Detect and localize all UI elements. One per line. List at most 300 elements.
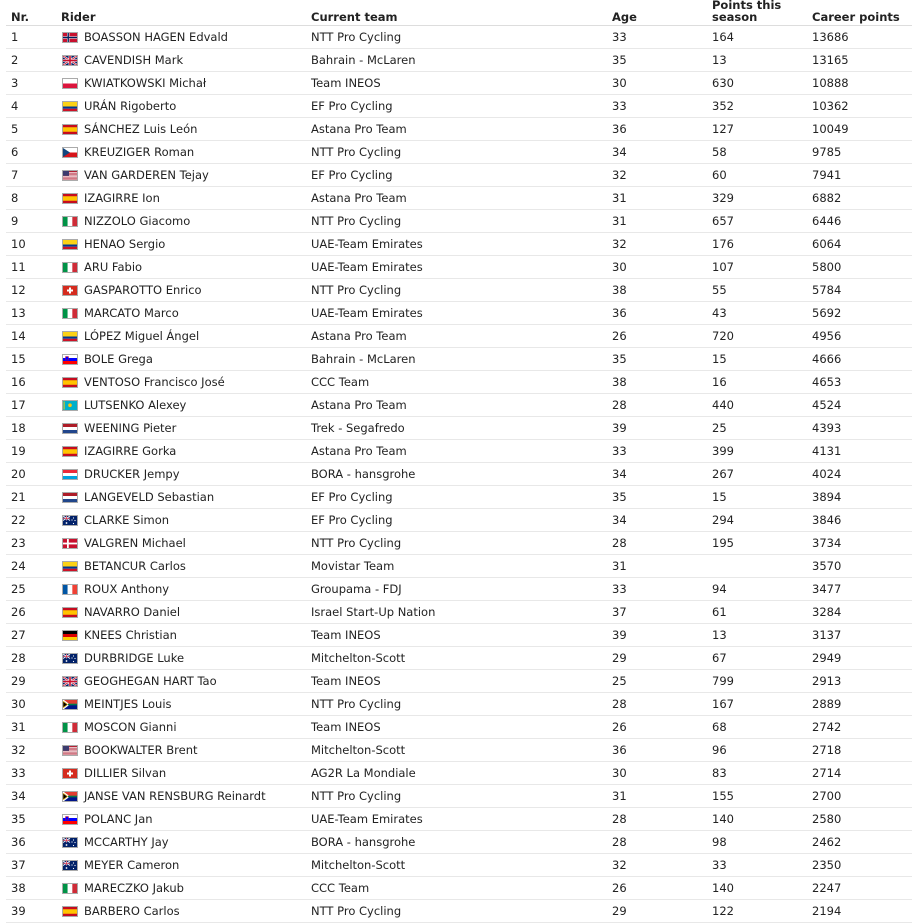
season-points: 96	[712, 743, 727, 757]
career-points: 5800	[812, 260, 842, 274]
flag-great-britain-icon	[62, 676, 78, 687]
career-points: 2580	[812, 812, 842, 826]
flag-luxembourg-icon	[62, 469, 78, 480]
flag-kazakhstan-icon	[62, 400, 78, 411]
team-name-link[interactable]: NTT Pro Cycling	[311, 30, 402, 44]
flag-italy-icon	[62, 216, 78, 227]
rider-age: 32	[612, 168, 627, 182]
table-row	[6, 900, 912, 923]
rider-name-link[interactable]: ARU Fabio	[84, 260, 143, 274]
rider-age: 34	[612, 145, 627, 159]
rider-name-link[interactable]: CAVENDISH Mark	[84, 53, 184, 67]
table-row	[6, 348, 912, 371]
rider-name-link[interactable]: NAVARRO Daniel	[84, 605, 181, 619]
team-name-link[interactable]: NTT Pro Cycling	[311, 789, 402, 803]
table-row	[6, 739, 912, 762]
rider-age: 34	[612, 467, 627, 481]
rider-age: 26	[612, 720, 627, 734]
team-name-link[interactable]: Trek - Segafredo	[311, 421, 405, 435]
rank-number: 22	[11, 513, 26, 527]
rider-name-link[interactable]: URÁN Rigoberto	[84, 99, 177, 113]
season-points: 167	[712, 697, 734, 711]
season-points: 68	[712, 720, 727, 734]
career-points: 3894	[812, 490, 842, 504]
table-row	[6, 279, 912, 302]
rider-name-link[interactable]: MOSCON Gianni	[84, 720, 177, 734]
rider-age: 26	[612, 329, 627, 343]
career-points: 2700	[812, 789, 842, 803]
career-points: 6446	[812, 214, 842, 228]
rider-name-link[interactable]: ROUX Anthony	[84, 582, 170, 596]
season-points: 720	[712, 329, 734, 343]
rider-age: 31	[612, 789, 627, 803]
team-name-link[interactable]: NTT Pro Cycling	[311, 283, 402, 297]
header-career-points[interactable]: Career points	[812, 10, 900, 24]
season-points: 176	[712, 237, 734, 251]
flag-czech-republic-icon	[62, 147, 78, 158]
rider-age: 32	[612, 858, 627, 872]
season-points: 94	[712, 582, 727, 596]
header-nr[interactable]: Nr.	[11, 10, 30, 24]
rider-name-link[interactable]: HENAO Sergio	[84, 237, 166, 251]
team-name-link[interactable]: NTT Pro Cycling	[311, 145, 402, 159]
table-row	[6, 670, 912, 693]
rider-age: 29	[612, 651, 627, 665]
rider-age: 30	[612, 766, 627, 780]
header-team[interactable]: Current team	[311, 10, 398, 24]
rider-age: 33	[612, 444, 627, 458]
season-points: 155	[712, 789, 734, 803]
rank-number: 25	[11, 582, 26, 596]
header-points-season[interactable]: Points this season	[712, 0, 782, 24]
team-name-link[interactable]: NTT Pro Cycling	[311, 904, 402, 918]
team-name-link[interactable]: UAE-Team Emirates	[311, 812, 423, 826]
career-points: 2462	[812, 835, 842, 849]
season-points: 33	[712, 858, 727, 872]
team-name-link[interactable]: Bahrain - McLaren	[311, 53, 416, 67]
flag-united-states-icon	[62, 745, 78, 756]
rider-age: 33	[612, 582, 627, 596]
table-row	[6, 831, 912, 854]
header-age[interactable]: Age	[612, 10, 637, 24]
career-points: 10888	[812, 76, 849, 90]
career-points: 2714	[812, 766, 842, 780]
rider-age: 28	[612, 697, 627, 711]
rider-name-link[interactable]: NIZZOLO Giacomo	[84, 214, 191, 228]
table-row	[6, 716, 912, 739]
career-points: 4393	[812, 421, 842, 435]
team-name-link[interactable]: Astana Pro Team	[311, 122, 407, 136]
rider-name-link[interactable]: POLANC Jan	[84, 812, 153, 826]
flag-south-africa-icon	[62, 699, 78, 710]
rank-number: 33	[11, 766, 26, 780]
career-points: 2350	[812, 858, 842, 872]
rider-name-link[interactable]: IZAGIRRE Ion	[84, 191, 160, 205]
flag-colombia-icon	[62, 239, 78, 250]
career-points: 4524	[812, 398, 842, 412]
rank-number: 15	[11, 352, 26, 366]
season-points: 329	[712, 191, 734, 205]
rankings-table	[6, 0, 912, 923]
table-row	[6, 302, 912, 325]
rank-number: 19	[11, 444, 26, 458]
season-points: 55	[712, 283, 727, 297]
table-row	[6, 26, 912, 49]
flag-spain-icon	[62, 446, 78, 457]
career-points: 13165	[812, 53, 849, 67]
career-points: 2194	[812, 904, 842, 918]
season-points: 60	[712, 168, 727, 182]
rider-age: 38	[612, 375, 627, 389]
career-points: 3846	[812, 513, 842, 527]
rider-name-link[interactable]: MCCARTHY Jay	[84, 835, 169, 849]
rider-age: 36	[612, 122, 627, 136]
team-name-link[interactable]: CCC Team	[311, 375, 370, 389]
team-name-link[interactable]: UAE-Team Emirates	[311, 260, 423, 274]
career-points: 3570	[812, 559, 842, 573]
career-points: 13686	[812, 30, 849, 44]
season-points: 13	[712, 628, 727, 642]
rider-name-link[interactable]: KWIATKOWSKI Michał	[84, 76, 207, 90]
team-name-link[interactable]: NTT Pro Cycling	[311, 697, 402, 711]
rider-name-link[interactable]: CLARKE Simon	[84, 513, 170, 527]
rank-number: 21	[11, 490, 26, 504]
rank-number: 20	[11, 467, 26, 481]
season-points: 195	[712, 536, 734, 550]
career-points: 3477	[812, 582, 842, 596]
flag-spain-icon	[62, 906, 78, 917]
rider-age: 29	[612, 904, 627, 918]
rider-age: 28	[612, 812, 627, 826]
table-row	[6, 256, 912, 279]
team-name-link[interactable]: CCC Team	[311, 881, 370, 895]
team-name-link[interactable]: Groupama - FDJ	[311, 582, 402, 596]
table-row	[6, 624, 912, 647]
rank-number: 12	[11, 283, 26, 297]
rank-number: 18	[11, 421, 26, 435]
flag-denmark-icon	[62, 538, 78, 549]
rank-number: 24	[11, 559, 26, 573]
rank-number: 2	[11, 53, 19, 67]
rider-age: 25	[612, 674, 627, 688]
team-name-link[interactable]: Mitchelton-Scott	[311, 743, 406, 757]
rank-number: 4	[11, 99, 19, 113]
team-name-link[interactable]: Astana Pro Team	[311, 191, 407, 205]
season-points	[712, 555, 812, 577]
flag-slovenia-icon	[62, 354, 78, 365]
season-points: 61	[712, 605, 727, 619]
rider-name-link[interactable]: GASPAROTTO Enrico	[84, 283, 202, 297]
rider-name-link[interactable]: BOASSON HAGEN Edvald	[84, 30, 228, 44]
rank-number: 32	[11, 743, 26, 757]
rank-number: 11	[11, 260, 26, 274]
rider-age: 28	[612, 536, 627, 550]
rider-name-link[interactable]: BOOKWALTER Brent	[84, 743, 198, 757]
rank-number: 34	[11, 789, 26, 803]
flag-italy-icon	[62, 883, 78, 894]
season-points: 15	[712, 352, 727, 366]
team-name-link[interactable]: Team INEOS	[311, 720, 381, 734]
career-points: 3284	[812, 605, 842, 619]
team-name-link[interactable]: BORA - hansgrohe	[311, 835, 416, 849]
season-points: 67	[712, 651, 727, 665]
team-name-link[interactable]: EF Pro Cycling	[311, 99, 393, 113]
table-row	[6, 647, 912, 670]
flag-norway-icon	[62, 32, 78, 43]
team-name-link[interactable]: Team INEOS	[311, 674, 381, 688]
flag-switzerland-icon	[62, 768, 78, 779]
table-row	[6, 233, 912, 256]
table-row	[6, 95, 912, 118]
flag-italy-icon	[62, 722, 78, 733]
table-row	[6, 555, 912, 578]
rider-name-link[interactable]: MEINTJES Louis	[84, 697, 172, 711]
rider-name-link[interactable]: DURBRIDGE Luke	[84, 651, 185, 665]
rank-number: 30	[11, 697, 26, 711]
team-name-link[interactable]: UAE-Team Emirates	[311, 306, 423, 320]
rider-name-link[interactable]: LANGEVELD Sebastian	[84, 490, 215, 504]
rider-name-link[interactable]: JANSE VAN RENSBURG Reinardt	[84, 789, 266, 803]
season-points: 98	[712, 835, 727, 849]
team-name-link[interactable]: EF Pro Cycling	[311, 513, 393, 527]
flag-poland-icon	[62, 78, 78, 89]
rank-number: 16	[11, 375, 26, 389]
team-name-link[interactable]: UAE-Team Emirates	[311, 237, 423, 251]
team-name-link[interactable]: EF Pro Cycling	[311, 168, 393, 182]
flag-australia-icon	[62, 860, 78, 871]
season-points: 294	[712, 513, 734, 527]
rider-name-link[interactable]: SÁNCHEZ Luis León	[84, 122, 198, 136]
flag-united-states-icon	[62, 170, 78, 181]
table-row	[6, 440, 912, 463]
table-header	[6, 0, 912, 26]
flag-australia-icon	[62, 515, 78, 526]
table-row	[6, 187, 912, 210]
rank-number: 17	[11, 398, 26, 412]
rider-name-link[interactable]: MEYER Cameron	[84, 858, 180, 872]
header-rider[interactable]: Rider	[61, 10, 96, 24]
rank-number: 23	[11, 536, 26, 550]
rider-age: 35	[612, 352, 627, 366]
team-name-link[interactable]: Astana Pro Team	[311, 444, 407, 458]
team-name-link[interactable]: Bahrain - McLaren	[311, 352, 416, 366]
flag-netherlands-icon	[62, 423, 78, 434]
table-row	[6, 877, 912, 900]
flag-colombia-icon	[62, 101, 78, 112]
rider-age: 31	[612, 559, 627, 573]
rank-number: 36	[11, 835, 26, 849]
season-points: 164	[712, 30, 734, 44]
career-points: 4956	[812, 329, 842, 343]
rank-number: 39	[11, 904, 26, 918]
rank-number: 14	[11, 329, 26, 343]
rider-age: 30	[612, 76, 627, 90]
rank-number: 28	[11, 651, 26, 665]
flag-netherlands-icon	[62, 492, 78, 503]
team-name-link[interactable]: AG2R La Mondiale	[311, 766, 416, 780]
team-name-link[interactable]: Mitchelton-Scott	[311, 858, 406, 872]
rank-number: 1	[11, 30, 19, 44]
career-points: 2913	[812, 674, 842, 688]
rider-age: 39	[612, 628, 627, 642]
rider-name-link[interactable]: VENTOSO Francisco José	[84, 375, 225, 389]
rider-name-link[interactable]: VALGREN Michael	[84, 536, 186, 550]
table-body	[6, 26, 912, 923]
table-row	[6, 49, 912, 72]
season-points: 267	[712, 467, 734, 481]
rider-name-link[interactable]: BETANCUR Carlos	[84, 559, 186, 573]
career-points: 3137	[812, 628, 842, 642]
rider-age: 32	[612, 237, 627, 251]
season-points: 799	[712, 674, 734, 688]
rider-age: 26	[612, 881, 627, 895]
rider-age: 33	[612, 99, 627, 113]
career-points: 6064	[812, 237, 842, 251]
rank-number: 27	[11, 628, 26, 642]
rider-age: 33	[612, 30, 627, 44]
rank-number: 29	[11, 674, 26, 688]
season-points: 657	[712, 214, 734, 228]
career-points: 9785	[812, 145, 842, 159]
season-points: 107	[712, 260, 734, 274]
flag-italy-icon	[62, 262, 78, 273]
rank-number: 38	[11, 881, 26, 895]
team-name-link[interactable]: BORA - hansgrohe	[311, 467, 416, 481]
team-name-link[interactable]: Israel Start-Up Nation	[311, 605, 436, 619]
rank-number: 10	[11, 237, 26, 251]
season-points: 127	[712, 122, 734, 136]
rank-number: 13	[11, 306, 26, 320]
rider-age: 28	[612, 398, 627, 412]
career-points: 4024	[812, 467, 842, 481]
career-points: 5784	[812, 283, 842, 297]
rank-number: 6	[11, 145, 19, 159]
table-row	[6, 808, 912, 831]
rider-name-link[interactable]: BOLE Grega	[84, 352, 153, 366]
season-points: 140	[712, 881, 734, 895]
career-points: 10049	[812, 122, 849, 136]
season-points: 83	[712, 766, 727, 780]
season-points: 630	[712, 76, 734, 90]
rider-age: 34	[612, 513, 627, 527]
table-row	[6, 854, 912, 877]
flag-australia-icon	[62, 837, 78, 848]
team-name-link[interactable]: Astana Pro Team	[311, 398, 407, 412]
season-points: 58	[712, 145, 727, 159]
career-points: 6882	[812, 191, 842, 205]
career-points: 2889	[812, 697, 842, 711]
career-points: 4653	[812, 375, 842, 389]
team-name-link[interactable]: NTT Pro Cycling	[311, 214, 402, 228]
table-row	[6, 785, 912, 808]
career-points: 2742	[812, 720, 842, 734]
flag-south-africa-icon	[62, 791, 78, 802]
table-row	[6, 210, 912, 233]
rider-age: 35	[612, 53, 627, 67]
season-points: 399	[712, 444, 734, 458]
season-points: 352	[712, 99, 734, 113]
flag-colombia-icon	[62, 561, 78, 572]
career-points: 2247	[812, 881, 842, 895]
rider-name-link[interactable]: MARCATO Marco	[84, 306, 179, 320]
rank-number: 37	[11, 858, 26, 872]
career-points: 3734	[812, 536, 842, 550]
rider-age: 30	[612, 260, 627, 274]
team-name-link[interactable]: Movistar Team	[311, 559, 395, 573]
table-row	[6, 394, 912, 417]
rank-number: 31	[11, 720, 26, 734]
rider-age: 31	[612, 214, 627, 228]
rider-age: 35	[612, 490, 627, 504]
season-points: 43	[712, 306, 727, 320]
rank-number: 26	[11, 605, 26, 619]
table-row	[6, 693, 912, 716]
team-name-link[interactable]: NTT Pro Cycling	[311, 536, 402, 550]
flag-italy-icon	[62, 308, 78, 319]
flag-spain-icon	[62, 124, 78, 135]
table-row	[6, 118, 912, 141]
table-row	[6, 371, 912, 394]
rider-name-link[interactable]: DRUCKER Jempy	[84, 467, 180, 481]
season-points: 13	[712, 53, 727, 67]
flag-australia-icon	[62, 653, 78, 664]
season-points: 25	[712, 421, 727, 435]
season-points: 140	[712, 812, 734, 826]
career-points: 2949	[812, 651, 842, 665]
flag-spain-icon	[62, 377, 78, 388]
rider-name-link[interactable]: IZAGIRRE Gorka	[84, 444, 177, 458]
table-row	[6, 762, 912, 785]
team-name-link[interactable]: Team INEOS	[311, 76, 381, 90]
career-points: 7941	[812, 168, 842, 182]
rider-name-link[interactable]: GEOGHEGAN HART Tao	[84, 674, 217, 688]
table-row	[6, 164, 912, 187]
flag-spain-icon	[62, 193, 78, 204]
rider-age: 39	[612, 421, 627, 435]
season-points: 16	[712, 375, 727, 389]
career-points: 10362	[812, 99, 849, 113]
season-points: 440	[712, 398, 734, 412]
table-row	[6, 141, 912, 164]
rider-name-link[interactable]: KREUZIGER Roman	[84, 145, 195, 159]
rank-number: 7	[11, 168, 19, 182]
rider-name-link[interactable]: LÓPEZ Miguel Ángel	[84, 329, 200, 343]
rider-name-link[interactable]: WEENING Pieter	[84, 421, 177, 435]
rank-number: 3	[11, 76, 19, 90]
rider-age: 37	[612, 605, 627, 619]
rank-number: 8	[11, 191, 19, 205]
table-row	[6, 325, 912, 348]
flag-colombia-icon	[62, 331, 78, 342]
career-points: 2718	[812, 743, 842, 757]
table-row	[6, 463, 912, 486]
rider-age: 28	[612, 835, 627, 849]
table-row	[6, 578, 912, 601]
rider-name-link[interactable]: MARECZKO Jakub	[84, 881, 184, 895]
rider-name-link[interactable]: KNEES Christian	[84, 628, 177, 642]
rider-name-link[interactable]: LUTSENKO Alexey	[84, 398, 187, 412]
team-name-link[interactable]: Team INEOS	[311, 628, 381, 642]
rider-name-link[interactable]: DILLIER Silvan	[84, 766, 167, 780]
flag-spain-icon	[62, 607, 78, 618]
rider-name-link[interactable]: VAN GARDEREN Tejay	[84, 168, 209, 182]
rider-name-link[interactable]: BARBERO Carlos	[84, 904, 180, 918]
team-name-link[interactable]: Astana Pro Team	[311, 329, 407, 343]
team-name-link[interactable]: EF Pro Cycling	[311, 490, 393, 504]
table-row	[6, 486, 912, 509]
team-name-link[interactable]: Mitchelton-Scott	[311, 651, 406, 665]
table-row	[6, 72, 912, 95]
